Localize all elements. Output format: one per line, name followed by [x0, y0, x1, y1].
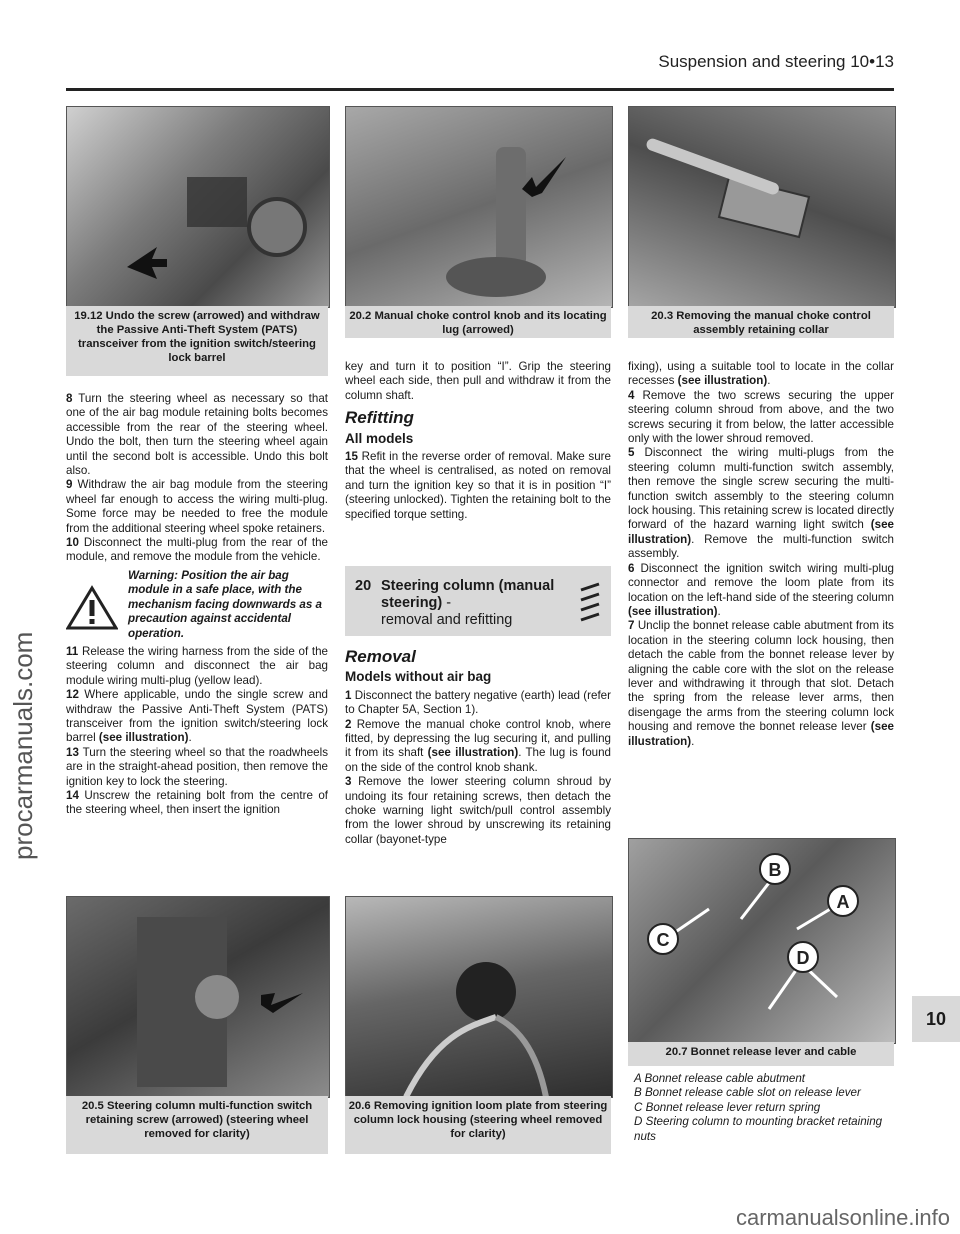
column-3 [628, 360, 894, 749]
footer-watermark: carmanualsonline.info [735, 1205, 950, 1230]
step-8: 8 Turn the steering wheel as necessary so that one of the air bag module retaining bolts becomes accessible from the rear of the steering wheel. Undo the bolt, then turn the steering wheel again until the second bolt is accessible. Undo this bolt also. [66, 392, 328, 478]
legend-20-7 [634, 1072, 890, 1144]
step-6: 6 Disconnect the ignition switch wiring multi-plug connector and remove the loom plate from its location on the left-hand side of the steering column (see illustration). [628, 561, 894, 618]
caption-20-2: 20.2 Manual choke control knob and its locating lug (arrowed) [345, 306, 611, 338]
callout-c: C [656, 930, 670, 950]
step-15: 15 Refit in the reverse order of removal. Make sure that the wheel is centralised, as noted on removal and turn the ignition key so that it is in position “I” (steering unlocked). Tighten the retaining bolt to the specified torque setting. [345, 450, 611, 521]
step-11: 11 Release the wiring harness from the side of the steering column and disconnect the air bag module wiring multi-plug (yellow lead). [66, 644, 328, 687]
step-5: 5 Disconnect the wiring multi-plugs from the steering column multi-function switch assembly, then remove the single screw securing the multi-function switch assembly to the steering column lock housing. This retaining screw is located directly forward of the hazard warning light switch (see illustration). Remove the multi-function switch assembly. [628, 446, 894, 561]
section-20-header [345, 566, 611, 636]
warning-text: Warning: Position the air bag module in a safe place, with the mechanism facing downwards as a precaution against accidental operation. [128, 568, 322, 640]
header-rule [66, 88, 894, 91]
photo-20-3-art [629, 107, 895, 307]
arrow-icon [127, 247, 167, 279]
photo-19-12-art [67, 107, 329, 307]
caption-20-6: 20.6 Removing ignition loom plate from steering column lock housing (steering wheel removed for clarity) [345, 1096, 611, 1154]
heading-no-airbag: Models without air bag [345, 669, 492, 685]
step-14: 14 Unscrew the retaining bolt from the centre of the steering wheel, then insert the ignition [66, 788, 328, 817]
photo-20-5-art [67, 897, 329, 1097]
column-2 [345, 360, 611, 522]
warning-block [66, 569, 328, 641]
heading-all-models: All models [345, 430, 414, 446]
photo-20-2 [345, 106, 613, 308]
step-9: 9 Withdraw the air bag module from the steering wheel far enough to access the wiring multi-plug. Some force may be needed to free the module from the additional steering wheel spoke retainers. [66, 478, 328, 535]
callout-a: A [836, 892, 850, 912]
arrow-icon [522, 157, 566, 197]
step-2: 2 Remove the manual choke control knob, where fitted, by depressing the lug securing it, and pulling it from its shaft (see illustration). The lug is found on the side of the control knob shank. [345, 717, 611, 774]
photo-20-7-art [629, 839, 895, 1043]
step-12: 12 Where applicable, undo the single screw and withdraw the Passive Anti-Theft System (PATS) transceiver from the ignition switch/steering lock barrel (see illustration). [66, 688, 328, 745]
arrow-icon [261, 993, 303, 1013]
difficulty-spanner-icon [577, 580, 603, 626]
callout-b: B [768, 860, 782, 880]
callout-d: D [796, 948, 810, 968]
chapter-tab: 10 [912, 996, 960, 1042]
photo-20-6-art [346, 897, 612, 1097]
step-10: 10 Disconnect the multi-plug from the rear of the module, and remove the module from the vehicle. [66, 536, 328, 564]
section-title: Steering column (manual steering) - removal and refitting [381, 578, 555, 628]
photo-19-12 [66, 106, 330, 308]
legend-item: B Bonnet release cable slot on release lever [634, 1086, 861, 1100]
caption-19-12: 19.12 Undo the screw (arrowed) and withdraw the Passive Anti-Theft System (PATS) transceiver from the ignition switch/steering lock barrel [66, 306, 328, 376]
step-14-continued: key and turn it to position “I”. Grip the steering wheel each side, then pull and withdraw it from the column shaft. [345, 360, 611, 402]
photo-20-7 [628, 838, 896, 1044]
side-watermark: procarmanuals.com [8, 631, 38, 860]
step-7: 7 Unclip the bonnet release cable abutment from its location in the steering column lock housing, then detach the cable from the bonnet release lever by aligning the cable core with the slot on the release lever and withdrawing it through that slot. Detach the spring from the release lever arms, then disengage the arms from the steering column lock housing and remove the bonnet release lever (see illustration). [628, 619, 894, 748]
column-1 [66, 392, 328, 818]
legend-item: C Bonnet release lever return spring [634, 1100, 821, 1114]
step-13: 13 Turn the steering wheel so that the roadwheels are in the straight-ahead position, then remove the ignition key to lock the steering. [66, 745, 328, 788]
heading-refitting: Refitting [345, 408, 414, 428]
page-header: Suspension and steering 10•13 [658, 52, 894, 71]
caption-20-3: 20.3 Removing the manual choke control assembly retaining collar [628, 306, 894, 338]
heading-removal: Removal [345, 647, 416, 666]
step-4: 4 Remove the two screws securing the upper steering column shroud from above, and the two screws securing it from below, the latter accessible only with the lower shroud removed. [628, 388, 894, 446]
warning-triangle-icon [66, 585, 118, 631]
legend-item: D Steering column to mounting bracket retaining nuts [634, 1115, 883, 1143]
photo-20-2-art [346, 107, 612, 307]
step-3: 3 Remove the lower steering column shroud by undoing its four retaining screws, then detach the choke warning light switch/pull control assembly from the lower shroud by unscrewing its retaining collar (bayonet-type [345, 775, 611, 846]
photo-20-3 [628, 106, 896, 308]
caption-20-7: 20.7 Bonnet release lever and cable [628, 1042, 894, 1066]
step-1: 1 Disconnect the battery negative (earth) lead (refer to Chapter 5A, Section 1). [345, 688, 611, 717]
caption-20-5: 20.5 Steering column multi-function switch retaining screw (arrowed) (steering wheel removed for clarity) [66, 1096, 328, 1154]
legend-item: A Bonnet release cable abutment [634, 1072, 806, 1085]
photo-20-5 [66, 896, 330, 1098]
photo-20-6 [345, 896, 613, 1098]
step-3-continued: fixing), using a suitable tool to locate in the collar recesses (see illustration). [628, 360, 894, 388]
section-number: 20 [355, 578, 372, 594]
column-2-lower [345, 646, 611, 847]
